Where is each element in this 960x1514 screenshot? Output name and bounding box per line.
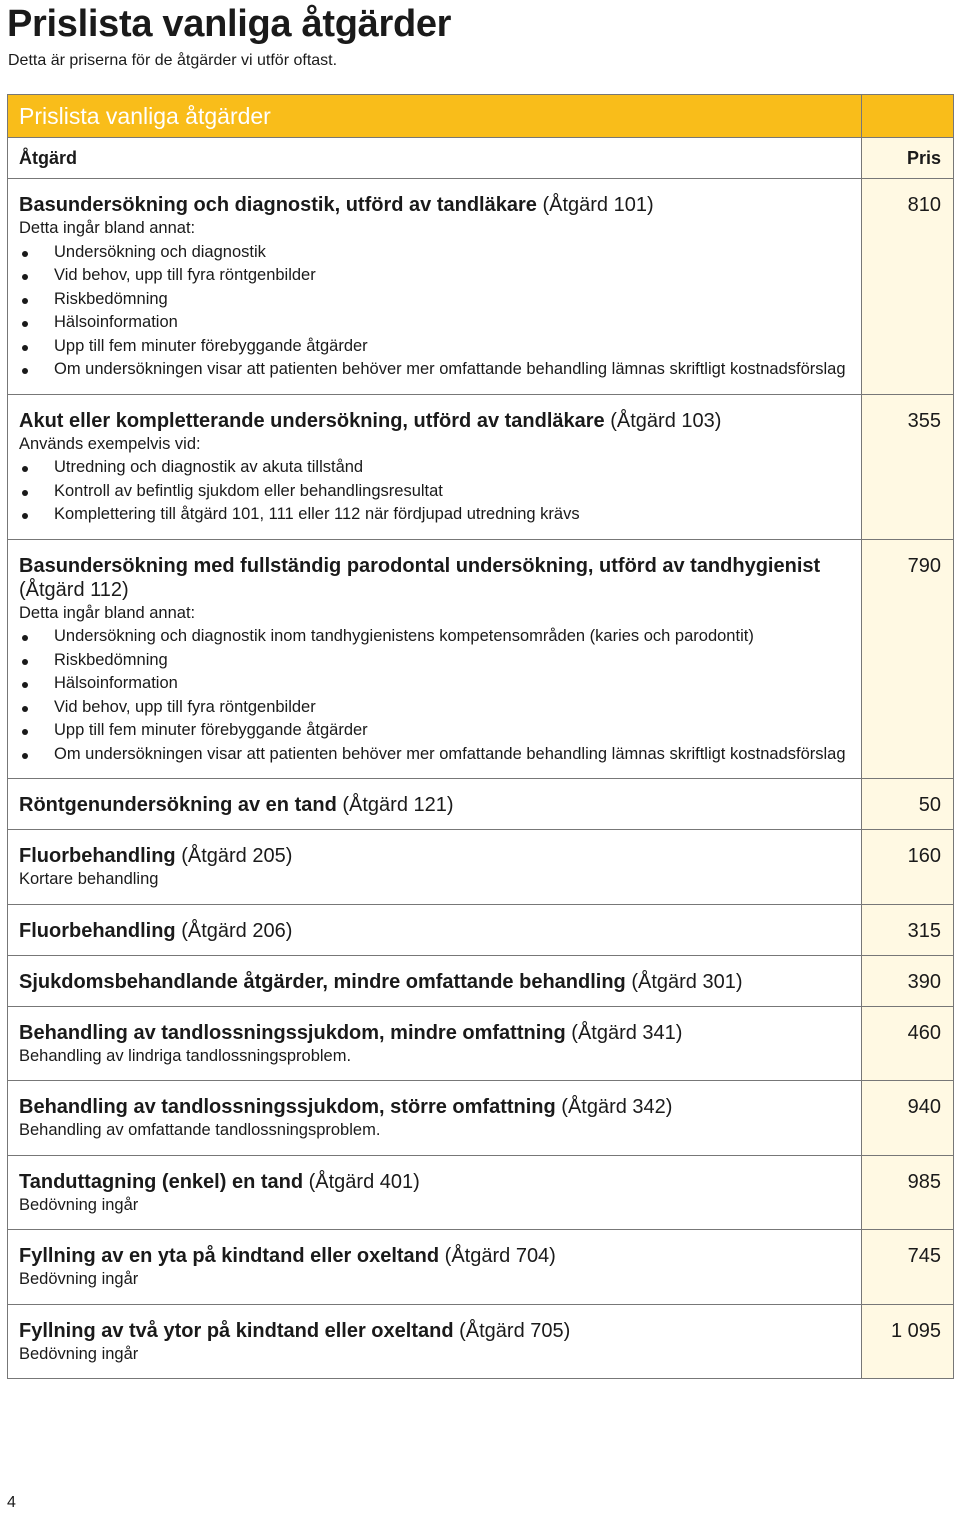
table-row: [8, 904, 954, 955]
list-item: Vid behov, upp till fyra röntgenbilder: [19, 264, 850, 288]
item-intro: Detta ingår bland annat:: [19, 603, 196, 622]
table-row: [8, 539, 954, 779]
table-row: [8, 179, 954, 395]
item-price: 460: [907, 1021, 941, 1044]
item-code: (Åtgärd 101): [542, 194, 654, 216]
item-code: (Åtgärd 103): [610, 409, 722, 432]
table-row: [8, 830, 954, 905]
bullet-list: [19, 625, 850, 766]
item-price: 985: [907, 1170, 941, 1193]
page-number: 4: [7, 1494, 16, 1511]
item-code: (Åtgärd 301): [631, 970, 743, 993]
list-item: Om undersökningen visar att patienten behöver mer omfattande behandling lämnas skriftligt kostnadsförslag: [19, 743, 850, 767]
item-code: (Åtgärd 705): [459, 1319, 571, 1342]
item-code: (Åtgärd 112): [19, 578, 129, 601]
item-note: Behandling av lindriga tandlossningsproblem.: [19, 1046, 352, 1065]
item-note: Bedövning ingår: [19, 1195, 139, 1214]
item-note: Kortare behandling: [19, 870, 159, 888]
item-title: [19, 919, 850, 943]
table-header-row: [8, 138, 954, 179]
item-price: 50: [918, 794, 941, 816]
item-note: Behandling av omfattande tandlossningsproblem.: [19, 1121, 381, 1139]
item-name: Behandling av tandlossningssjukdom, mindre omfattning: [19, 1021, 566, 1044]
table-row: [8, 1304, 954, 1379]
item-title: [19, 844, 850, 868]
item-intro: Används exempelvis vid:: [19, 434, 201, 453]
table-row: [8, 955, 954, 1006]
list-item: Vid behov, upp till fyra röntgenbilder: [19, 696, 850, 720]
item-code: (Åtgärd 704): [444, 1245, 556, 1267]
list-item: Om undersökningen visar att patienten behöver mer omfattande behandling lämnas skriftligt kostnadsförslag: [19, 358, 850, 382]
item-name: Fluorbehandling: [19, 845, 176, 867]
item-name: Fyllning av två ytor på kindtand eller oxeltand: [19, 1319, 454, 1342]
table-row: [8, 1230, 954, 1305]
item-price: 810: [907, 194, 941, 216]
item-price: 745: [907, 1245, 941, 1267]
item-code: (Åtgärd 401): [308, 1170, 420, 1193]
item-title: [19, 193, 850, 217]
item-price: 940: [907, 1096, 941, 1118]
table-row: [8, 779, 954, 830]
item-name: Fluorbehandling: [19, 919, 176, 942]
list-item: Undersökning och diagnostik: [19, 241, 850, 265]
list-item: Kontroll av befintlig sjukdom eller behandlingsresultat: [19, 480, 850, 504]
item-code: (Åtgärd 206): [181, 919, 293, 942]
list-item: Hälsoinformation: [19, 672, 850, 696]
item-title: [19, 1244, 850, 1268]
item-code: (Åtgärd 342): [561, 1096, 673, 1118]
item-intro: Detta ingår bland annat:: [19, 219, 196, 237]
item-code: (Åtgärd 121): [342, 794, 454, 816]
table-row: [8, 1006, 954, 1081]
item-title: [19, 1170, 850, 1194]
list-item: Utredning och diagnostik av akuta tillstånd: [19, 456, 850, 480]
item-title: [19, 1021, 850, 1045]
item-name: Tanduttagning (enkel) en tand: [19, 1170, 304, 1193]
list-item: Hälsoinformation: [19, 311, 850, 335]
list-item: Upp till fem minuter förebyggande åtgärder: [19, 335, 850, 359]
list-item: Undersökning och diagnostik inom tandhygienistens kompetensområden (karies och parodontit): [19, 625, 850, 649]
item-price: 355: [907, 409, 941, 432]
list-item: Riskbedömning: [19, 288, 850, 312]
item-price: 1 095: [890, 1319, 941, 1342]
bullet-list: [19, 241, 850, 382]
page-subtitle: Detta är priserna för de åtgärder vi utför oftast.: [8, 52, 338, 69]
list-item: Riskbedömning: [19, 649, 850, 673]
item-code: (Åtgärd 205): [181, 845, 293, 867]
item-name: Fyllning av en yta på kindtand eller oxeltand: [19, 1245, 440, 1267]
table-row: [8, 394, 954, 539]
item-title: [19, 970, 850, 994]
item-price: 790: [907, 554, 941, 577]
item-title: [19, 1095, 850, 1119]
table-banner-title: Prislista vanliga åtgärder: [19, 103, 271, 129]
column-header-action: Åtgärd: [19, 148, 77, 168]
list-item: Upp till fem minuter förebyggande åtgärder: [19, 719, 850, 743]
column-header-price: Pris: [906, 148, 941, 168]
item-title: [19, 554, 850, 602]
item-note: Bedövning ingår: [19, 1344, 139, 1363]
price-table: [7, 94, 954, 1379]
table-row: [8, 1155, 954, 1230]
item-note: Bedövning ingår: [19, 1270, 139, 1288]
item-price: 390: [907, 970, 941, 993]
item-price: 160: [907, 845, 941, 867]
item-name: Röntgenundersökning av en tand: [19, 794, 337, 816]
item-name: Basundersökning och diagnostik, utförd av tandläkare: [19, 194, 537, 216]
item-price: 315: [907, 919, 941, 942]
table-banner: [8, 95, 954, 138]
item-title: [19, 409, 850, 433]
item-title: [19, 1319, 850, 1343]
item-title: [19, 793, 850, 817]
item-name: Behandling av tandlossningssjukdom, större omfattning: [19, 1096, 556, 1118]
table-row: [8, 1081, 954, 1156]
list-item: Komplettering till åtgärd 101, 111 eller 112 när fördjupad utredning krävs: [19, 503, 850, 527]
item-name: Basundersökning med fullständig parodontal undersökning, utförd av tandhygienist: [19, 554, 821, 577]
page-title: Prislista vanliga åtgärder: [7, 3, 452, 45]
item-name: Akut eller kompletterande undersökning, utförd av tandläkare: [19, 409, 605, 432]
item-name: Sjukdomsbehandlande åtgärder, mindre omfattande behandling: [19, 970, 626, 993]
item-code: (Åtgärd 341): [571, 1021, 683, 1044]
bullet-list: [19, 456, 850, 527]
